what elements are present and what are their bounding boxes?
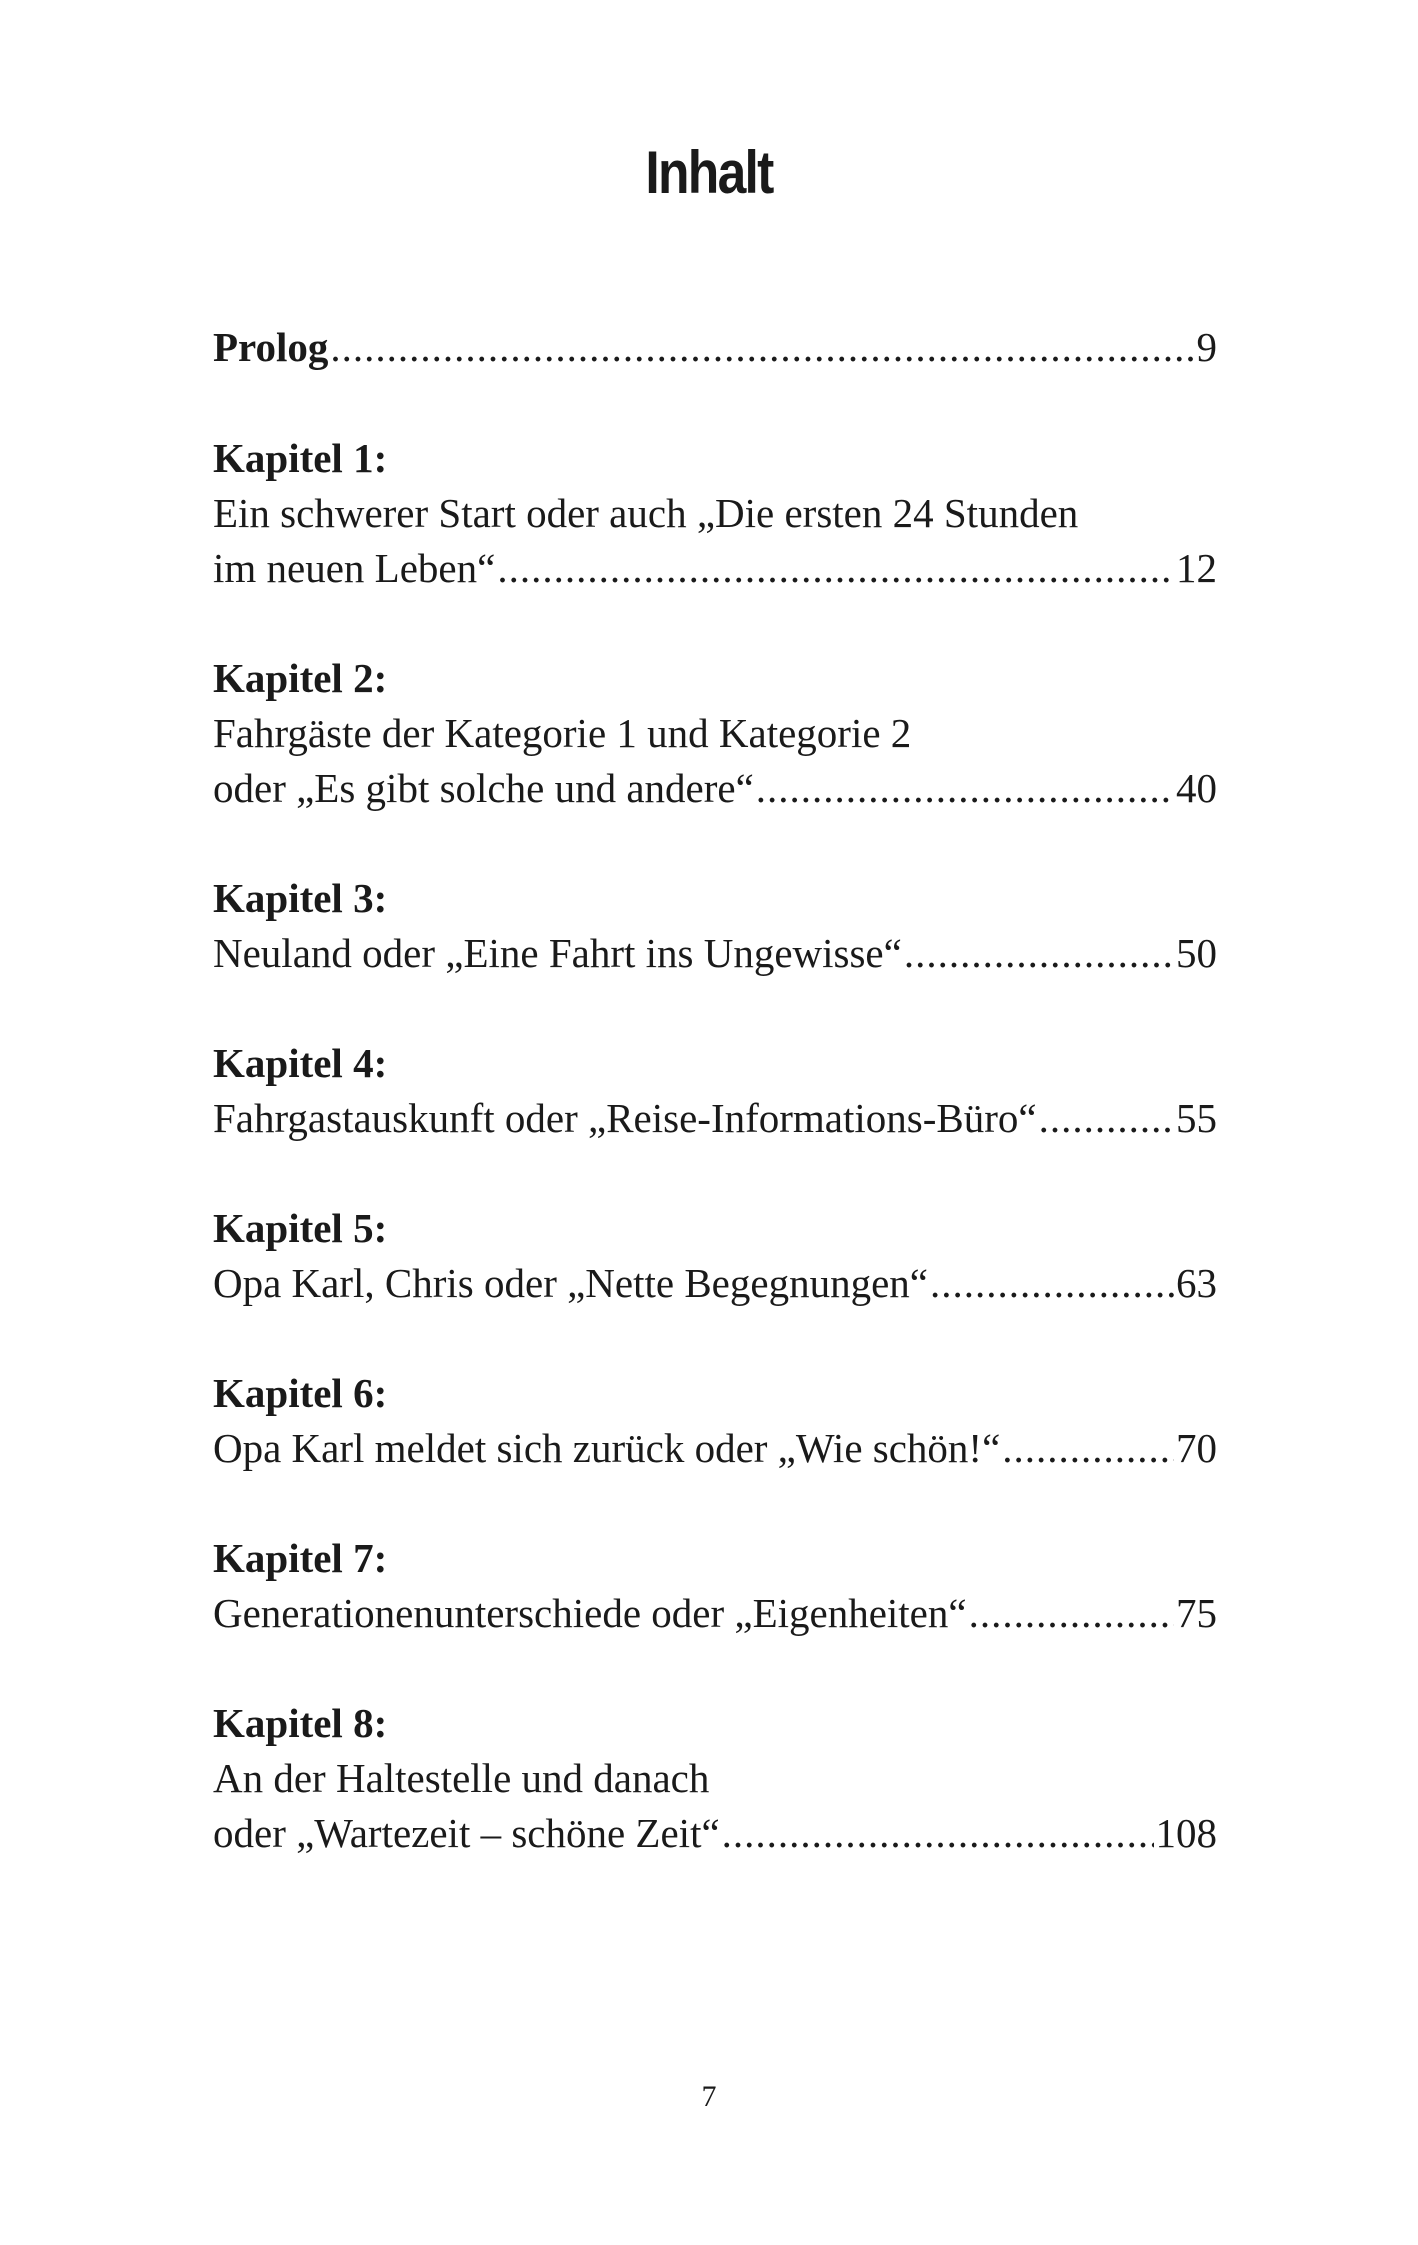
chapter-label: Kapitel 5:	[213, 1205, 388, 1251]
chapter-page: 12	[1176, 545, 1217, 591]
chapter-page: 108	[1155, 1810, 1217, 1856]
toc-line	[213, 1091, 1217, 1146]
toc-line	[213, 1421, 1217, 1476]
leader-dots	[722, 1806, 1154, 1861]
leader-dots	[756, 761, 1174, 816]
toc-entry-prolog	[213, 320, 1217, 375]
toc-entry-chapter-4	[213, 1036, 1217, 1146]
toc-line	[213, 320, 1217, 375]
chapter-label: Kapitel 4:	[213, 1040, 388, 1086]
toc-line	[213, 1256, 1217, 1311]
chapter-label: Kapitel 3:	[213, 875, 388, 921]
toc-entry-chapter-7	[213, 1531, 1217, 1641]
chapter-page: 70	[1176, 1425, 1217, 1471]
leader-dots	[969, 1586, 1174, 1641]
toc-line	[213, 761, 1217, 816]
chapter-page: 63	[1176, 1260, 1217, 1306]
toc-entry-chapter-5	[213, 1201, 1217, 1311]
toc-entry-chapter-3	[213, 871, 1217, 981]
chapter-title-line: Neuland oder „Eine Fahrt ins Ungewisse“	[213, 930, 902, 976]
chapter-page: 50	[1176, 930, 1217, 976]
toc-entry-chapter-1	[213, 431, 1217, 596]
leader-dots	[330, 320, 1194, 375]
chapter-page: 55	[1176, 1095, 1217, 1141]
chapter-title-line: oder „Wartezeit – schöne Zeit“	[213, 1810, 720, 1856]
chapter-label: Kapitel 2:	[213, 655, 388, 701]
leader-dots	[1002, 1421, 1174, 1476]
toc-entry-chapter-6	[213, 1366, 1217, 1476]
toc-line	[213, 1586, 1217, 1641]
chapter-title-line: Opa Karl meldet sich zurück oder „Wie schön!“	[213, 1425, 1001, 1471]
chapter-title-line: Generationenunterschiede oder „Eigenheiten“	[213, 1590, 967, 1636]
chapter-page: 75	[1176, 1590, 1217, 1636]
chapter-title-line: An der Haltestelle und danach	[213, 1755, 710, 1801]
prolog-page: 9	[1196, 324, 1217, 370]
page-number: 7	[701, 2080, 717, 2113]
leader-dots	[930, 1256, 1174, 1311]
chapter-label: Kapitel 7:	[213, 1535, 388, 1581]
leader-dots	[497, 541, 1174, 596]
toc-line	[213, 541, 1217, 596]
chapter-label: Kapitel 1:	[213, 435, 388, 481]
chapter-label: Kapitel 8:	[213, 1700, 388, 1746]
page-title: Inhalt	[645, 139, 773, 206]
chapter-title-line: Opa Karl, Chris oder „Nette Begegnungen“	[213, 1260, 928, 1306]
leader-dots	[904, 926, 1174, 981]
chapter-title-line: Ein schwerer Start oder auch „Die ersten 24 Stunden	[213, 490, 1079, 536]
toc-entry-chapter-2	[213, 651, 1217, 816]
chapter-page: 40	[1176, 765, 1217, 811]
toc-line	[213, 926, 1217, 981]
chapter-title-line: Fahrgäste der Kategorie 1 und Kategorie 2	[213, 710, 912, 756]
toc-line	[213, 1806, 1217, 1861]
chapter-title-line: oder „Es gibt solche und andere“	[213, 765, 754, 811]
chapter-title-line: Fahrgastauskunft oder „Reise-Informations-Büro“	[213, 1095, 1037, 1141]
leader-dots	[1039, 1091, 1174, 1146]
toc-entry-chapter-8	[213, 1696, 1217, 1861]
chapter-title-line: im neuen Leben“	[213, 545, 496, 591]
chapter-label: Kapitel 6:	[213, 1370, 388, 1416]
prolog-label: Prolog	[213, 324, 329, 370]
